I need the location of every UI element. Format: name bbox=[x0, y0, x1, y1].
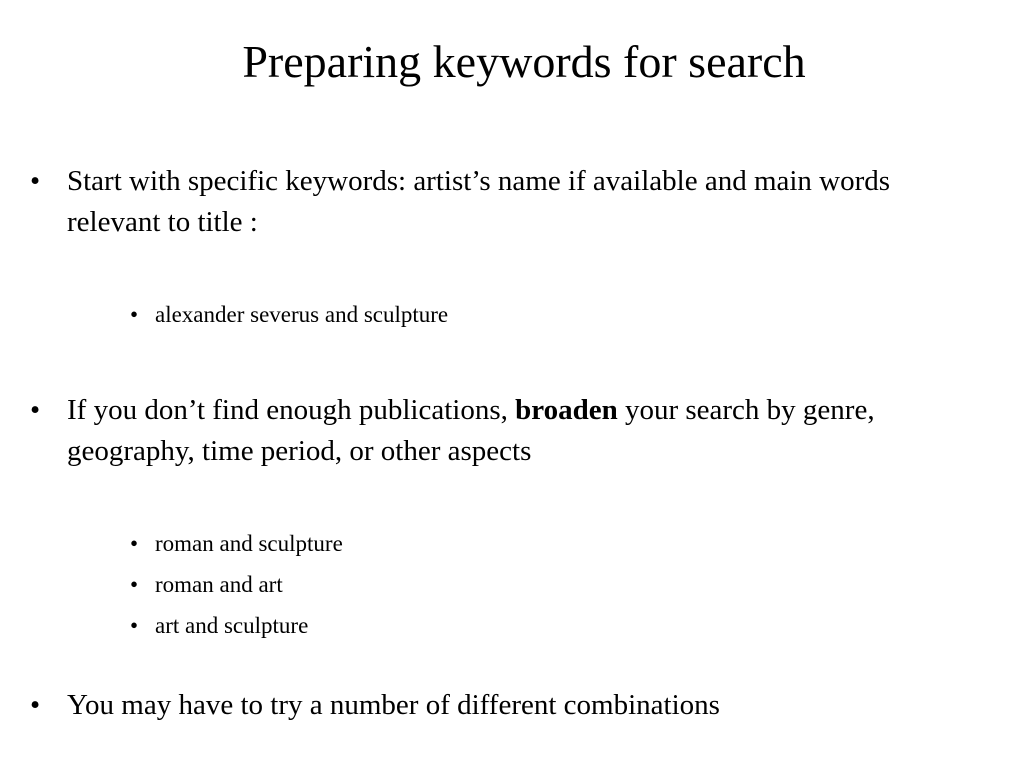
sub-bullet-icon: • bbox=[130, 613, 139, 638]
bullet-point-1 bbox=[30, 161, 960, 243]
sub-bullet-1-1 bbox=[130, 300, 930, 330]
sub-bullet-text: art and sculpture bbox=[155, 613, 309, 638]
bullet-point-3 bbox=[30, 685, 960, 726]
sub-bullet-text: alexander severus and sculpture bbox=[155, 302, 449, 327]
bullet-text-start: If you don’t find enough publications, bbox=[67, 394, 516, 426]
bullet-text: Start with specific keywords: artist’s name if available and main words relevant to title : bbox=[67, 165, 891, 238]
bullet-text: You may have to try a number of different combinations bbox=[67, 689, 720, 721]
bullet-icon: • bbox=[30, 165, 41, 197]
sub-bullet-text: roman and art bbox=[155, 572, 283, 597]
bullet-text bbox=[67, 390, 960, 472]
bullet-point-2 bbox=[30, 390, 960, 472]
sub-bullet-2-3 bbox=[130, 611, 930, 641]
sub-bullet-icon: • bbox=[130, 531, 139, 556]
bullet-icon: • bbox=[30, 689, 41, 721]
bullet-text-end: your search by genre, geography, time period, or other aspects bbox=[67, 394, 875, 467]
bullet-text-emphasis: broaden bbox=[515, 394, 618, 426]
sub-bullet-icon: • bbox=[130, 572, 139, 597]
sub-bullet-text: roman and sculpture bbox=[155, 531, 343, 556]
sub-bullet-2-2 bbox=[130, 570, 930, 600]
slide-title: Preparing keywords for search bbox=[242, 36, 806, 87]
bullet-icon: • bbox=[30, 394, 41, 426]
sub-bullet-icon: • bbox=[130, 302, 139, 327]
sub-bullet-2-1 bbox=[130, 529, 930, 559]
